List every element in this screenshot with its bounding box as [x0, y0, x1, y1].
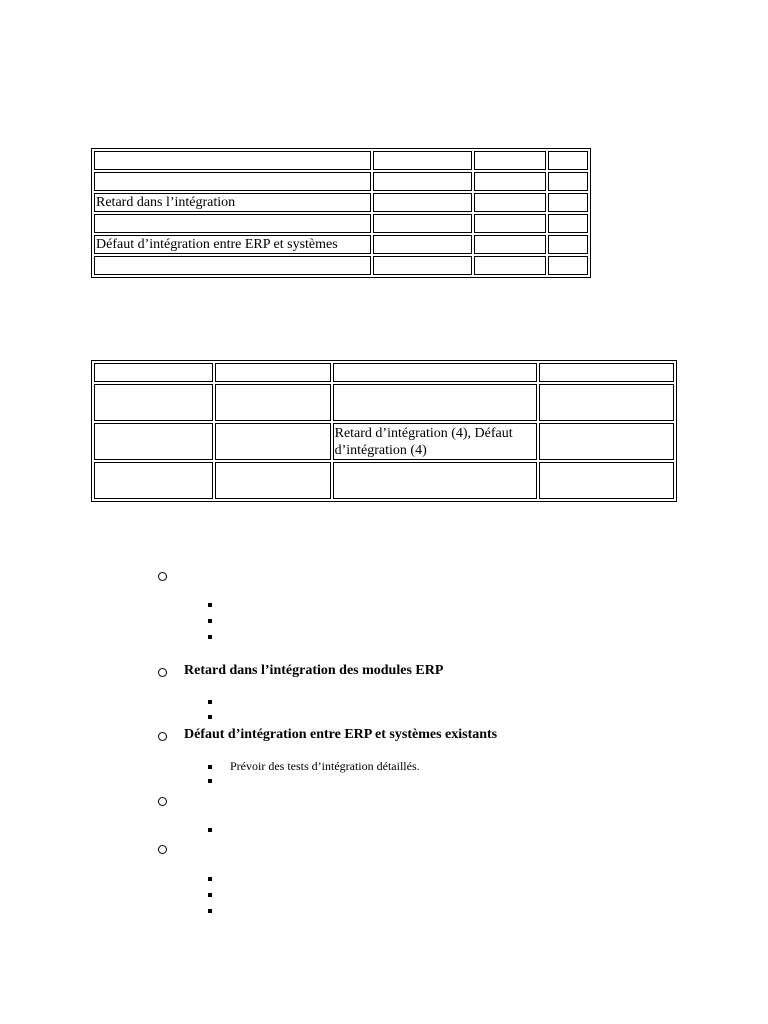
table-row: [94, 423, 674, 460]
filled-square-icon: [208, 779, 212, 783]
table-cell: [548, 172, 588, 191]
filled-square-icon: [208, 715, 212, 719]
section-heading: Défaut d’intégration entre ERP et systèmes existants: [184, 727, 498, 742]
table-cell: [548, 256, 588, 275]
table-cell: [215, 423, 331, 460]
table-row: [94, 363, 674, 382]
table-row: [94, 172, 588, 191]
table-cell: [94, 151, 371, 170]
table-cell: [373, 193, 471, 212]
filled-square-icon: [208, 765, 212, 769]
hollow-circle-icon: [158, 732, 167, 741]
table-cell: [333, 462, 537, 499]
risk-table: [91, 148, 591, 278]
table-cell: [94, 423, 213, 460]
table-cell: [474, 151, 546, 170]
table-cell: [539, 384, 674, 421]
table-cell: Retard d’intégration (4), Défaut d’intégration (4): [333, 423, 537, 460]
table-cell: [539, 462, 674, 499]
table-cell: [373, 256, 471, 275]
table-cell: [548, 193, 588, 212]
list-item: Prévoir des tests d’intégration détaillés.: [230, 759, 420, 773]
table-cell: Retard dans l’intégration: [94, 193, 371, 212]
table-cell: [94, 384, 213, 421]
table-cell: [539, 423, 674, 460]
table-cell: [474, 214, 546, 233]
filled-square-icon: [208, 909, 212, 913]
table-row: [94, 214, 588, 233]
filled-square-icon: [208, 603, 212, 607]
filled-square-icon: [208, 635, 212, 639]
filled-square-icon: [208, 877, 212, 881]
table-row: [94, 235, 588, 254]
hollow-circle-icon: [158, 797, 167, 806]
filled-square-icon: [208, 828, 212, 832]
filled-square-icon: [208, 700, 212, 704]
table-cell: [215, 363, 331, 382]
table-cell: [94, 363, 213, 382]
table-cell: [373, 235, 471, 254]
table-cell: [373, 172, 471, 191]
table-row: [94, 256, 588, 275]
hollow-circle-icon: [158, 572, 167, 581]
table-cell: [215, 384, 331, 421]
table-cell: [548, 151, 588, 170]
table-cell: [333, 363, 537, 382]
matrix-table: [91, 360, 677, 502]
hollow-circle-icon: [158, 668, 167, 677]
table-cell: [474, 235, 546, 254]
table-cell: [94, 214, 371, 233]
table-cell: [548, 214, 588, 233]
filled-square-icon: [208, 893, 212, 897]
table-cell: [474, 256, 546, 275]
table-cell: [474, 172, 546, 191]
table-row: [94, 193, 588, 212]
table-cell: [539, 363, 674, 382]
table-row: [94, 151, 588, 170]
table-row: [94, 462, 674, 499]
table-cell: [94, 462, 213, 499]
table-cell: Défaut d’intégration entre ERP et systèmes: [94, 235, 371, 254]
table-row: [94, 384, 674, 421]
table-cell: [215, 462, 331, 499]
table-cell: [548, 235, 588, 254]
table-cell: [373, 214, 471, 233]
hollow-circle-icon: [158, 845, 167, 854]
table-cell: [94, 256, 371, 275]
table-cell: [94, 172, 371, 191]
section-heading: Retard dans l’intégration des modules ERP: [184, 663, 444, 678]
filled-square-icon: [208, 619, 212, 623]
table-cell: [474, 193, 546, 212]
table-cell: [373, 151, 471, 170]
table-cell: [333, 384, 537, 421]
